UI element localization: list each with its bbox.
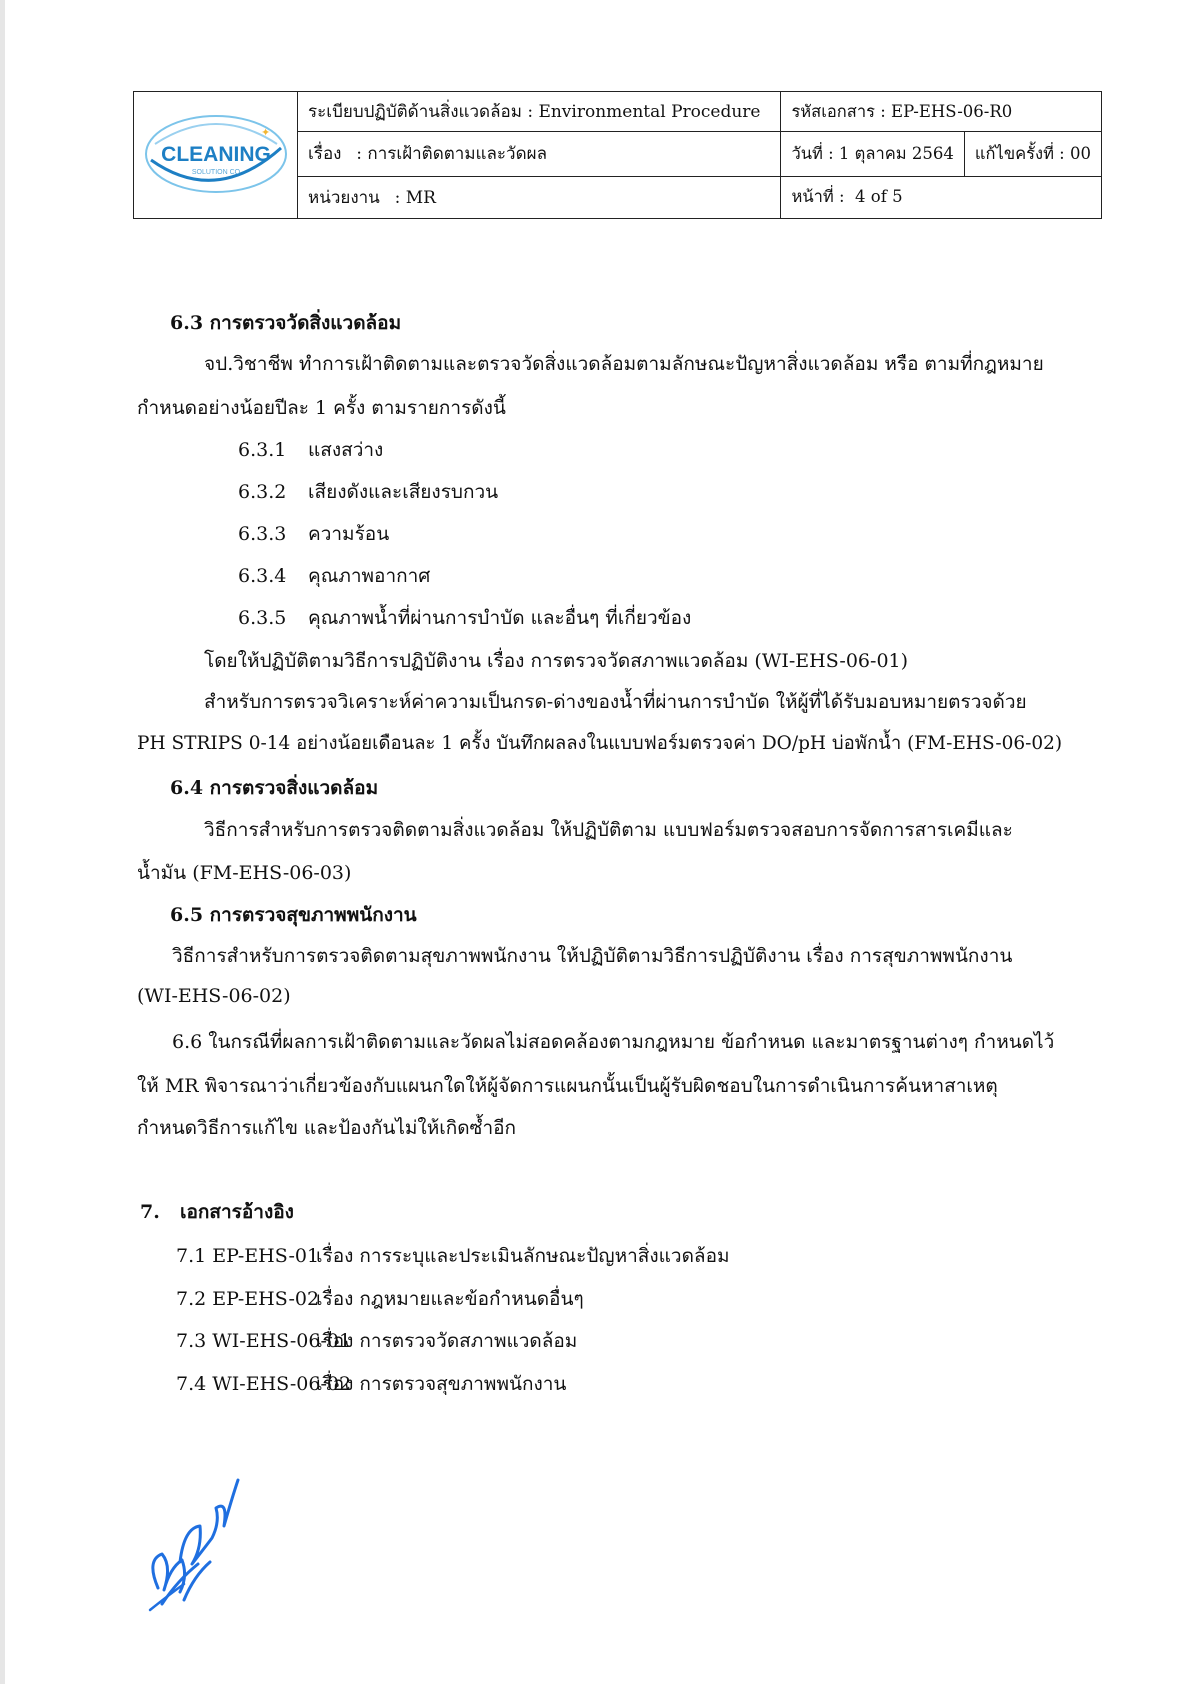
section-6-3-paragraph: จป.วิชาชีพ ทำการเฝ้าติดตามและตรวจวัดสิ่งแวดล้อมตามลักษณะปัญหาสิ่งแวดล้อม หรือ ตามที่กฎหมาย (204, 353, 1044, 375)
revision-number: แก้ไขครั้งที่ : 00 (964, 132, 1101, 176)
section-7-heading (140, 1197, 294, 1227)
list-item (238, 435, 383, 465)
list-item-number: 6.3.4 (238, 565, 287, 587)
list-item (238, 561, 430, 591)
reference-title: เรื่อง การตรวจสุขภาพพนักงาน (316, 1373, 567, 1395)
list-item-text: เสียงดังและเสียงรบกวน (308, 481, 499, 503)
section-6-3-paragraph: กำหนดอย่างน้อยปีละ 1 ครั้ง ตามรายการดังนี้ (137, 397, 506, 419)
section-6-3-paragraph: สำหรับการตรวจวิเคราะห์ค่าความเป็นกรด-ด่างของน้ำที่ผ่านการบำบัด ให้ผู้ที่ได้รับมอบหมายตรวจด้วย (204, 691, 1027, 713)
section-6-6-paragraph: 6.6 ในกรณีที่ผลการเฝ้าติดตามและวัดผลไม่สอดคล้องตามกฎหมาย ข้อกำหนด และมาตรฐานต่างๆ กำหนดไว้ (172, 1031, 1055, 1053)
reference-item (176, 1369, 566, 1399)
section-6-5-heading: 6.5 การตรวจสุขภาพพนักงาน (170, 904, 417, 926)
subject-label: เรื่อง (308, 144, 342, 165)
reference-title: เรื่อง กฎหมายและข้อกำหนดอื่นๆ (316, 1288, 584, 1310)
section-6-6-paragraph: กำหนดวิธีการแก้ไข และป้องกันไม่ให้เกิดซ้ำอีก (137, 1117, 517, 1139)
list-item-text: ความร้อน (308, 523, 390, 545)
list-item (238, 519, 389, 549)
list-item-number: 6.3.5 (238, 607, 287, 629)
unit-value: : MR (394, 187, 436, 208)
page-label: หน้าที่ : (791, 187, 845, 207)
section-6-3-paragraph: PH STRIPS 0-14 อย่างน้อยเดือนละ 1 ครั้ง บันทึกผลลงในแบบฟอร์มตรวจค่า DO/pH บ่อพักน้ำ (FM-EHS-06-02) (137, 733, 1063, 754)
unit-label: หน่วยงาน (308, 187, 380, 208)
reference-item (176, 1284, 584, 1314)
reference-code: 7.2 EP-EHS-02 (176, 1288, 320, 1310)
sparkle-icon: ✦ (260, 125, 270, 139)
effective-date: วันที่ : 1 ตุลาคม 2564 (781, 132, 964, 176)
logo-subtext: SOLUTION CO (191, 168, 240, 176)
logo-text: CLEANING (160, 142, 271, 166)
reference-item (176, 1326, 577, 1356)
reference-item (176, 1241, 730, 1271)
page-number: 4 of 5 (855, 187, 903, 207)
section-7-number: 7. (140, 1201, 160, 1223)
list-item-text: คุณภาพอากาศ (308, 565, 431, 587)
subject-value: : การเฝ้าติดตามและวัดผล (356, 144, 548, 165)
list-item (238, 477, 498, 507)
list-item-number: 6.3.1 (238, 439, 287, 461)
section-6-5-paragraph: วิธีการสำหรับการตรวจติดตามสุขภาพพนักงาน ให้ปฏิบัติตามวิธีการปฏิบัติงาน เรื่อง การสุขภาพพนักงาน (172, 945, 1013, 967)
section-6-4-paragraph: วิธีการสำหรับการตรวจติดตามสิ่งแวดล้อม ให้ปฏิบัติตาม แบบฟอร์มตรวจสอบการจัดการสารเคมีและ (204, 819, 1013, 841)
list-item-number: 6.3.2 (238, 481, 287, 503)
section-7-title: เอกสารอ้างอิง (180, 1201, 294, 1223)
reference-code: 7.3 WI-EHS-06-01 (176, 1330, 352, 1352)
section-6-6-paragraph: ให้ MR พิจารณาว่าเกี่ยวข้องกับแผนกใดให้ผู้จัดการแผนกนั้นเป็นผู้รับผิดชอบในการดำเนินการค้นหาสาเหตุ (137, 1075, 998, 1097)
procedure-title: ระเบียบปฏิบัติด้านสิ่งแวดล้อม : Environmental Procedure (298, 92, 781, 132)
section-6-4-paragraph: น้ำมัน (FM-EHS-06-03) (137, 862, 352, 884)
reference-title: เรื่อง การตรวจวัดสภาพแวดล้อม (316, 1330, 578, 1352)
list-item (238, 603, 691, 633)
reference-code: 7.4 WI-EHS-06-02 (176, 1373, 352, 1395)
section-6-5-paragraph: (WI-EHS-06-02) (137, 985, 291, 1007)
section-6-3-heading: 6.3 การตรวจวัดสิ่งแวดล้อม (170, 312, 402, 334)
list-item-text: แสงสว่าง (308, 439, 384, 461)
list-item-text: คุณภาพน้ำที่ผ่านการบำบัด และอื่นๆ ที่เกี่ยวข้อง (308, 607, 692, 629)
reference-code: 7.1 EP-EHS-01 (176, 1245, 320, 1267)
section-6-3-paragraph: โดยให้ปฏิบัติตามวิธีการปฏิบัติงาน เรื่อง การตรวจวัดสภาพแวดล้อม (WI-EHS-06-01) (204, 650, 909, 672)
document-code: รหัสเอกสาร : EP-EHS-06-R0 (781, 92, 1102, 132)
handwritten-signature (140, 1468, 250, 1618)
section-6-4-heading: 6.4 การตรวจสิ่งแวดล้อม (170, 777, 379, 799)
reference-title: เรื่อง การระบุและประเมินลักษณะปัญหาสิ่งแวดล้อม (316, 1245, 730, 1267)
list-item-number: 6.3.3 (238, 523, 287, 545)
